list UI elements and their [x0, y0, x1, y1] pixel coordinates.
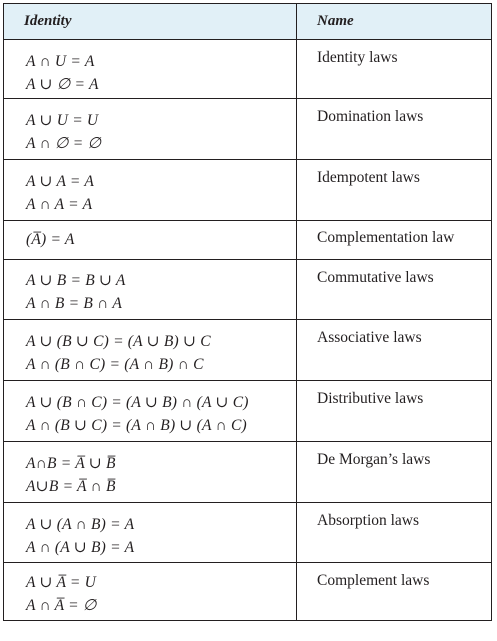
identity-formula: A ∪ (A ∩ B) = A — [26, 516, 135, 533]
identity-formula: A ∩ (A ∪ B) = A — [26, 539, 135, 556]
identity-formula: A ∪ A = A — [26, 173, 95, 190]
law-name: Associative laws — [317, 329, 422, 346]
identity-formula: A∪B = A̅ ∩ B̅ — [26, 478, 116, 495]
name-column-header: Name — [317, 13, 354, 29]
set-identities-table — [3, 3, 492, 621]
identity-formula: A ∩ B = B ∩ A — [26, 295, 123, 312]
identity-formula: A ∪ A̅ = U — [26, 574, 97, 591]
table-row — [4, 562, 491, 620]
identity-formula: A ∪ B = B ∪ A — [26, 272, 126, 289]
identity-column-header: Identity — [4, 4, 297, 39]
table-row — [4, 159, 491, 220]
identity-formula: A ∪ (B ∪ C) = (A ∪ B) ∪ C — [26, 333, 211, 350]
identity-formula: A ∩ U = A — [26, 53, 95, 70]
identity-formula: A ∩ (B ∪ C) = (A ∩ B) ∪ (A ∩ C) — [26, 417, 247, 434]
law-name: Commutative laws — [317, 269, 434, 286]
identity-formula: A ∪ (B ∩ C) = (A ∪ B) ∩ (A ∪ C) — [26, 394, 249, 411]
law-name: Idempotent laws — [317, 169, 420, 186]
law-name: De Morgan’s laws — [317, 451, 431, 468]
identity-formula: A ∩ A̅ = ∅ — [26, 597, 97, 614]
law-name: Complement laws — [317, 572, 430, 589]
table-row — [4, 98, 491, 159]
identity-formula: (A̅) = A — [26, 231, 75, 248]
identity-formula: A ∩ ∅ = ∅ — [26, 135, 102, 152]
law-name: Domination laws — [317, 108, 424, 125]
table-row — [4, 220, 491, 259]
table-row — [4, 259, 491, 319]
table-row — [4, 502, 491, 562]
law-name: Identity laws — [317, 49, 398, 66]
identity-formula: A ∩ (B ∩ C) = (A ∩ B) ∩ C — [26, 356, 204, 373]
table-header-row — [4, 4, 491, 39]
identity-formula: A ∪ ∅ = A — [26, 76, 99, 93]
table-row — [4, 39, 491, 98]
identity-formula: A ∪ U = U — [26, 112, 99, 129]
law-name: Absorption laws — [317, 512, 420, 529]
identity-formula: A∩B = A̅ ∪ B̅ — [26, 455, 116, 472]
table-row — [4, 319, 491, 380]
table-row — [4, 441, 491, 502]
table-row — [4, 380, 491, 441]
identity-formula: A ∩ A = A — [26, 196, 93, 213]
law-name: Distributive laws — [317, 390, 424, 407]
law-name: Complementation law — [317, 229, 455, 246]
